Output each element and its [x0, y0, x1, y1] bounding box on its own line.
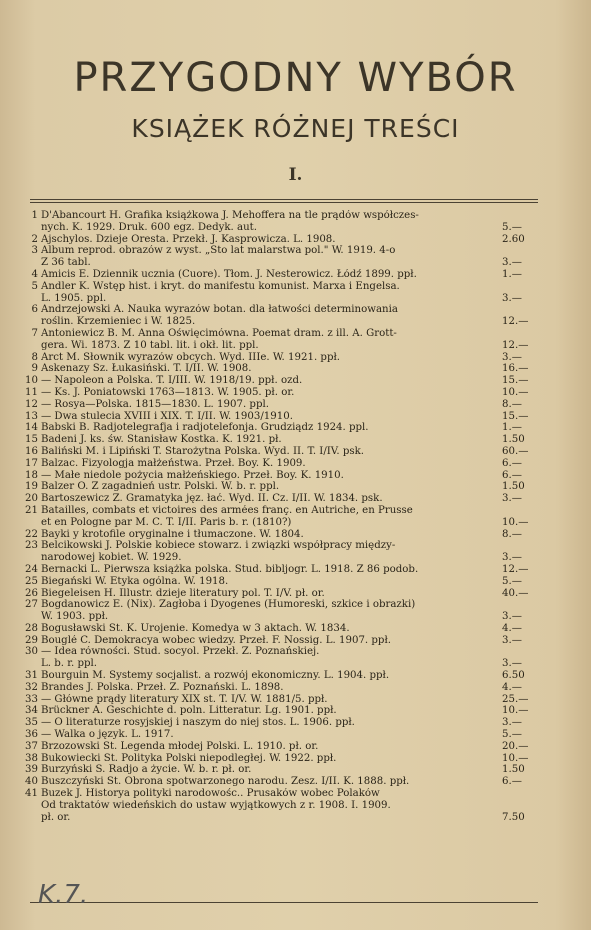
entry-text: Bogdanowicz E. (Nix). Zagłoba i Dyogenes (Humoreski, szkice i obrazki) [41, 599, 416, 611]
entry-text: Bernacki L. Pierwsza książka polska. Stud. bibljogr. L. 1918. Z 86 podob. [41, 563, 419, 575]
entry-text: gera. Wi. 1873. Z 10 tabl. lit. i okł. lit. ppl. [41, 339, 259, 351]
entry-text: Bartoszewicz Z. Gramatyka jęz. łać. Wyd. II. Cz. I/II. W. 1834. psk. [41, 493, 383, 505]
entry-text: Bouglé C. Demokracya wobec wiedzy. Przeł. F. Nossig. L. 1907. ppł. [41, 634, 391, 646]
list-item [20, 729, 540, 741]
entry-price: 1.— [502, 422, 522, 434]
entry-text: Andrzejowski A. Nauka wyrazów botan. dla łatwości determinowania [41, 304, 398, 316]
entry-number: 31 [25, 670, 38, 682]
list-item [20, 635, 540, 647]
entry-price: 20.— [502, 740, 529, 752]
entry-price: 3.— [502, 634, 522, 646]
entry-number: 20 [25, 493, 38, 505]
list-item [20, 399, 540, 411]
list-item [20, 328, 540, 352]
entry-text: D'Abancourt H. Grafika książkowa J. Mehoffera na tle prądów współczes- [41, 210, 419, 221]
entry-text: — Walka o język. L. 1917. [41, 729, 174, 741]
entry-text: Arct M. Słownik wyrazów obcych. Wyd. IIIe. W. 1921. ppł. [41, 351, 341, 363]
entry-price: 5.— [502, 575, 522, 587]
entry-text: — Idea równości. Stud. socyol. Przekł. Z. Poznańskiej. [41, 646, 320, 658]
book-list [20, 210, 540, 823]
entry-price: 7.50 [502, 811, 525, 823]
list-item [20, 576, 540, 588]
list-item [20, 705, 540, 717]
list-item [20, 446, 540, 458]
entry-price: 10.— [502, 516, 529, 528]
entry-price: 1.50 [502, 481, 525, 493]
entry-text: Biegański W. Etyka ogólna. W. 1918. [41, 575, 229, 587]
entry-text: pł. or. [41, 811, 71, 823]
list-item [20, 588, 540, 600]
page-subtitle: KSIĄŻEK RÓŻNEJ TREŚCI [131, 114, 460, 143]
entry-text: Buzek J. Historya polityki narodowośc.. Prusaków wobec Polaków [41, 788, 380, 800]
entry-text: L. 1905. ppl. [41, 292, 107, 304]
entry-text: — Główne prądy literatury XIX st. T. I/V. W. 1881/5. ppł. [41, 693, 328, 705]
entry-price: 12.— [502, 339, 529, 351]
list-item [20, 363, 540, 375]
list-item [20, 505, 540, 529]
list-item [20, 540, 540, 564]
list-item [20, 623, 540, 635]
entry-price: 1.— [502, 268, 522, 280]
list-item [20, 210, 540, 234]
entry-price: 12.— [502, 563, 529, 575]
list-item [20, 646, 540, 670]
list-item [20, 717, 540, 729]
entry-text: Od traktatów wiedeńskich do ustaw wyjątkowych z r. 1908. I. 1909. [41, 799, 391, 811]
entry-price: 12.— [502, 316, 529, 328]
entry-price: 3.— [502, 717, 522, 729]
list-item [20, 422, 540, 434]
entry-number: 38 [25, 752, 38, 764]
entry-text: Askenazy Sz. Łukasiński. T. I/II. W. 1908. [41, 363, 252, 375]
entry-number: 40 [25, 776, 38, 788]
entry-number: 2 [31, 233, 38, 245]
entry-price: 6.— [502, 776, 522, 788]
entry-text: Babski B. Radjotelegrafja i radjotelefonja. Grudziądz 1924. ppl. [41, 422, 369, 434]
handwritten-signature: K.7. [38, 880, 89, 910]
entry-text: Album reprod. obrazów z wyst. „Sto lat malarstwa pol." W. 1919. 4-o [41, 245, 396, 257]
entry-price: 16.— [502, 363, 529, 375]
entry-number: 39 [25, 764, 38, 776]
entry-number: 23 [25, 540, 38, 552]
entry-price: 10.— [502, 705, 529, 717]
entry-number: 12 [25, 398, 38, 410]
entry-number: 34 [25, 705, 38, 717]
list-item [20, 564, 540, 576]
entry-text: Bourguin M. Systemy socjalist. a rozwój ekonomiczny. L. 1904. ppł. [41, 670, 390, 682]
list-item [20, 670, 540, 682]
entry-price: 6.— [502, 469, 522, 481]
list-item [20, 682, 540, 694]
entry-number: 8 [31, 351, 38, 363]
entry-text: Buszczyński St. Obrona spotwarzonego narodu. Zesz. I/II. K. 1888. ppł. [41, 776, 410, 788]
entry-text: — Napoleon a Polska. T. I/III. W. 1918/19. ppł. ozd. [41, 375, 303, 387]
list-item [20, 281, 540, 305]
entry-text: Bayki y krotofile oryginalne i tłumaczone. W. 1804. [41, 528, 304, 540]
entry-number: 19 [25, 481, 38, 493]
entry-text: Burzyński S. Radjo a życie. W. b. r. pł. or. [41, 764, 252, 776]
entry-text: Brandes J. Polska. Przeł. Z. Poznański. L. 1898. [41, 681, 284, 693]
entry-text: — Rosya—Polska. 1815—1830. L. 1907. ppl. [41, 398, 269, 410]
entry-number: 7 [31, 327, 38, 339]
entry-price: 3.— [502, 611, 522, 623]
entry-number: 30 [25, 646, 38, 658]
entry-price: 10.— [502, 752, 529, 764]
list-item [20, 434, 540, 446]
entry-number: 10 [25, 375, 38, 387]
entry-number: 36 [25, 729, 38, 741]
entry-number: 21 [25, 504, 38, 516]
entry-text: Amicis E. Dziennik ucznia (Cuore). Tłom. J. Nesterowicz. Łódź 1899. ppł. [41, 268, 417, 280]
entry-text: Brückner A. Geschichte d. poln. Litteratur. Lg. 1901. ppł. [41, 705, 337, 717]
entry-price: 3.— [502, 292, 522, 304]
list-item [20, 764, 540, 776]
page-title: PRZYGODNY WYBÓR [73, 55, 518, 101]
entry-number: 18 [25, 469, 38, 481]
entry-price: 3.— [502, 257, 522, 269]
entry-text: Brzozowski St. Legenda młodej Polski. L. 1910. pł. or. [41, 740, 319, 752]
entry-number: 41 [25, 788, 38, 800]
entry-price: 15.— [502, 375, 529, 387]
entry-text: narodowej kobiet. W. 1929. [41, 552, 182, 564]
entry-text: Batailles, combats et victoires des armées franç. en Autriche, en Prusse [41, 504, 413, 516]
list-item [20, 458, 540, 470]
entry-text: Bukowiecki St. Polityka Polski niepodległej. W. 1922. ppł. [41, 752, 337, 764]
entry-number: 26 [25, 587, 38, 599]
entry-text: Baliński M. i Lipiński T. Starożytna Polska. Wyd. II. T. I/IV. psk. [41, 445, 364, 457]
list-item [20, 481, 540, 493]
entry-number: 15 [25, 434, 38, 446]
entry-text: Belcikowski J. Polskie kobiece stowarz. i związki współpracy między- [41, 540, 396, 552]
list-item [20, 599, 540, 623]
entry-price: 3.— [502, 658, 522, 670]
entry-number: 25 [25, 575, 38, 587]
list-item [20, 788, 540, 823]
entry-text: nych. K. 1929. Druk. 600 egz. Dedyk. aut. [41, 221, 257, 233]
entry-text: — Dwa stulecia XVIII i XIX. T. I/II. W. 1903/1910. [41, 410, 293, 422]
entry-number: 33 [25, 693, 38, 705]
entry-price: 8.— [502, 398, 522, 410]
section-number: I. [288, 165, 303, 185]
top-rule [30, 199, 538, 200]
entry-price: 3.— [502, 493, 522, 505]
list-item [20, 234, 540, 246]
entry-number: 17 [25, 457, 38, 469]
list-item [20, 776, 540, 788]
entry-number: 22 [25, 528, 38, 540]
entry-text: Balzac. Fizyologja małżeństwa. Przeł. Boy. K. 1909. [41, 457, 306, 469]
list-item [20, 387, 540, 399]
list-item [20, 470, 540, 482]
entry-price: 3.— [502, 552, 522, 564]
entry-price: 10.— [502, 386, 529, 398]
list-item [20, 304, 540, 328]
list-item [20, 375, 540, 387]
entry-number: 28 [25, 622, 38, 634]
entry-price: 60.— [502, 445, 529, 457]
entry-text: et en Pologne par M. C. T. I/II. Paris b. r. (1810?) [41, 516, 292, 528]
entry-text: Z 36 tabl. [41, 257, 91, 269]
list-item [20, 753, 540, 765]
entry-text: roślin. Krzemieniec i W. 1825. [41, 316, 196, 328]
entry-text: — Małe niedole pożycia małżeńskiego. Przeł. Boy. K. 1910. [41, 469, 344, 481]
entry-number: 1 [31, 210, 38, 221]
entry-number: 16 [25, 445, 38, 457]
list-item [20, 269, 540, 281]
entry-number: 27 [25, 599, 38, 611]
list-item [20, 245, 540, 269]
list-item [20, 411, 540, 423]
entry-price: 25.— [502, 693, 529, 705]
entry-text: Biegeleisen H. Illustr. dzieje literatury pol. T. I/V. pł. or. [41, 587, 325, 599]
entry-number: 11 [25, 386, 38, 398]
entry-text: — O literaturze rosyjskiej i naszym do niej stos. L. 1906. ppł. [41, 717, 355, 729]
entry-text: — Ks. J. Poniatowski 1763—1813. W. 1905. pł. or. [41, 386, 295, 398]
entry-text: Bogusławski St. K. Urojenie. Komedya w 3 aktach. W. 1834. [41, 622, 350, 634]
list-item [20, 694, 540, 706]
entry-price: 8.— [502, 528, 522, 540]
entry-number: 4 [31, 268, 38, 280]
entry-price: 6.50 [502, 670, 525, 682]
entry-text: L. b. r. ppl. [41, 658, 98, 670]
entry-number: 37 [25, 740, 38, 752]
bottom-rule [30, 902, 538, 903]
entry-number: 29 [25, 634, 38, 646]
entry-price: 1.50 [502, 434, 525, 446]
entry-price: 2.60 [502, 233, 525, 245]
entry-text: Andler K. Wstęp hist. i kryt. do manifestu komunist. Marxa i Engelsa. [41, 280, 400, 292]
entry-price: 15.— [502, 410, 529, 422]
entry-number: 6 [31, 304, 38, 316]
entry-price: 40.— [502, 587, 529, 599]
entry-text: Antoniewicz B. M. Anna Oświęcimówna. Poemat dram. z ill. A. Grott- [41, 327, 397, 339]
entry-number: 24 [25, 563, 38, 575]
list-item [20, 493, 540, 505]
list-item [20, 352, 540, 364]
entry-text: Badeni J. ks. św. Stanisław Kostka. K. 1921. pł. [41, 434, 282, 446]
entry-number: 3 [31, 245, 38, 257]
entry-number: 5 [31, 280, 38, 292]
entry-text: Balzer O. Z zagadnień ustr. Polski. W. b. r. ppl. [41, 481, 280, 493]
top-rule-second [30, 202, 538, 203]
entry-price: 6.— [502, 457, 522, 469]
entry-text: Ajschylos. Dzieje Oresta. Przekł. J. Kasprowicza. L. 1908. [41, 233, 336, 245]
entry-text: W. 1903. ppł. [41, 611, 109, 623]
entry-number: 13 [25, 410, 38, 422]
entry-number: 14 [25, 422, 38, 434]
entry-price: 1.50 [502, 764, 525, 776]
entry-number: 35 [25, 717, 38, 729]
list-item [20, 741, 540, 753]
entry-number: 32 [25, 681, 38, 693]
entry-price: 5.— [502, 729, 522, 741]
entry-price: 3.— [502, 351, 522, 363]
entry-price: 5.— [502, 221, 522, 233]
entry-number: 9 [31, 363, 38, 375]
list-item [20, 529, 540, 541]
entry-price: 4.— [502, 681, 522, 693]
entry-price: 4.— [502, 622, 522, 634]
